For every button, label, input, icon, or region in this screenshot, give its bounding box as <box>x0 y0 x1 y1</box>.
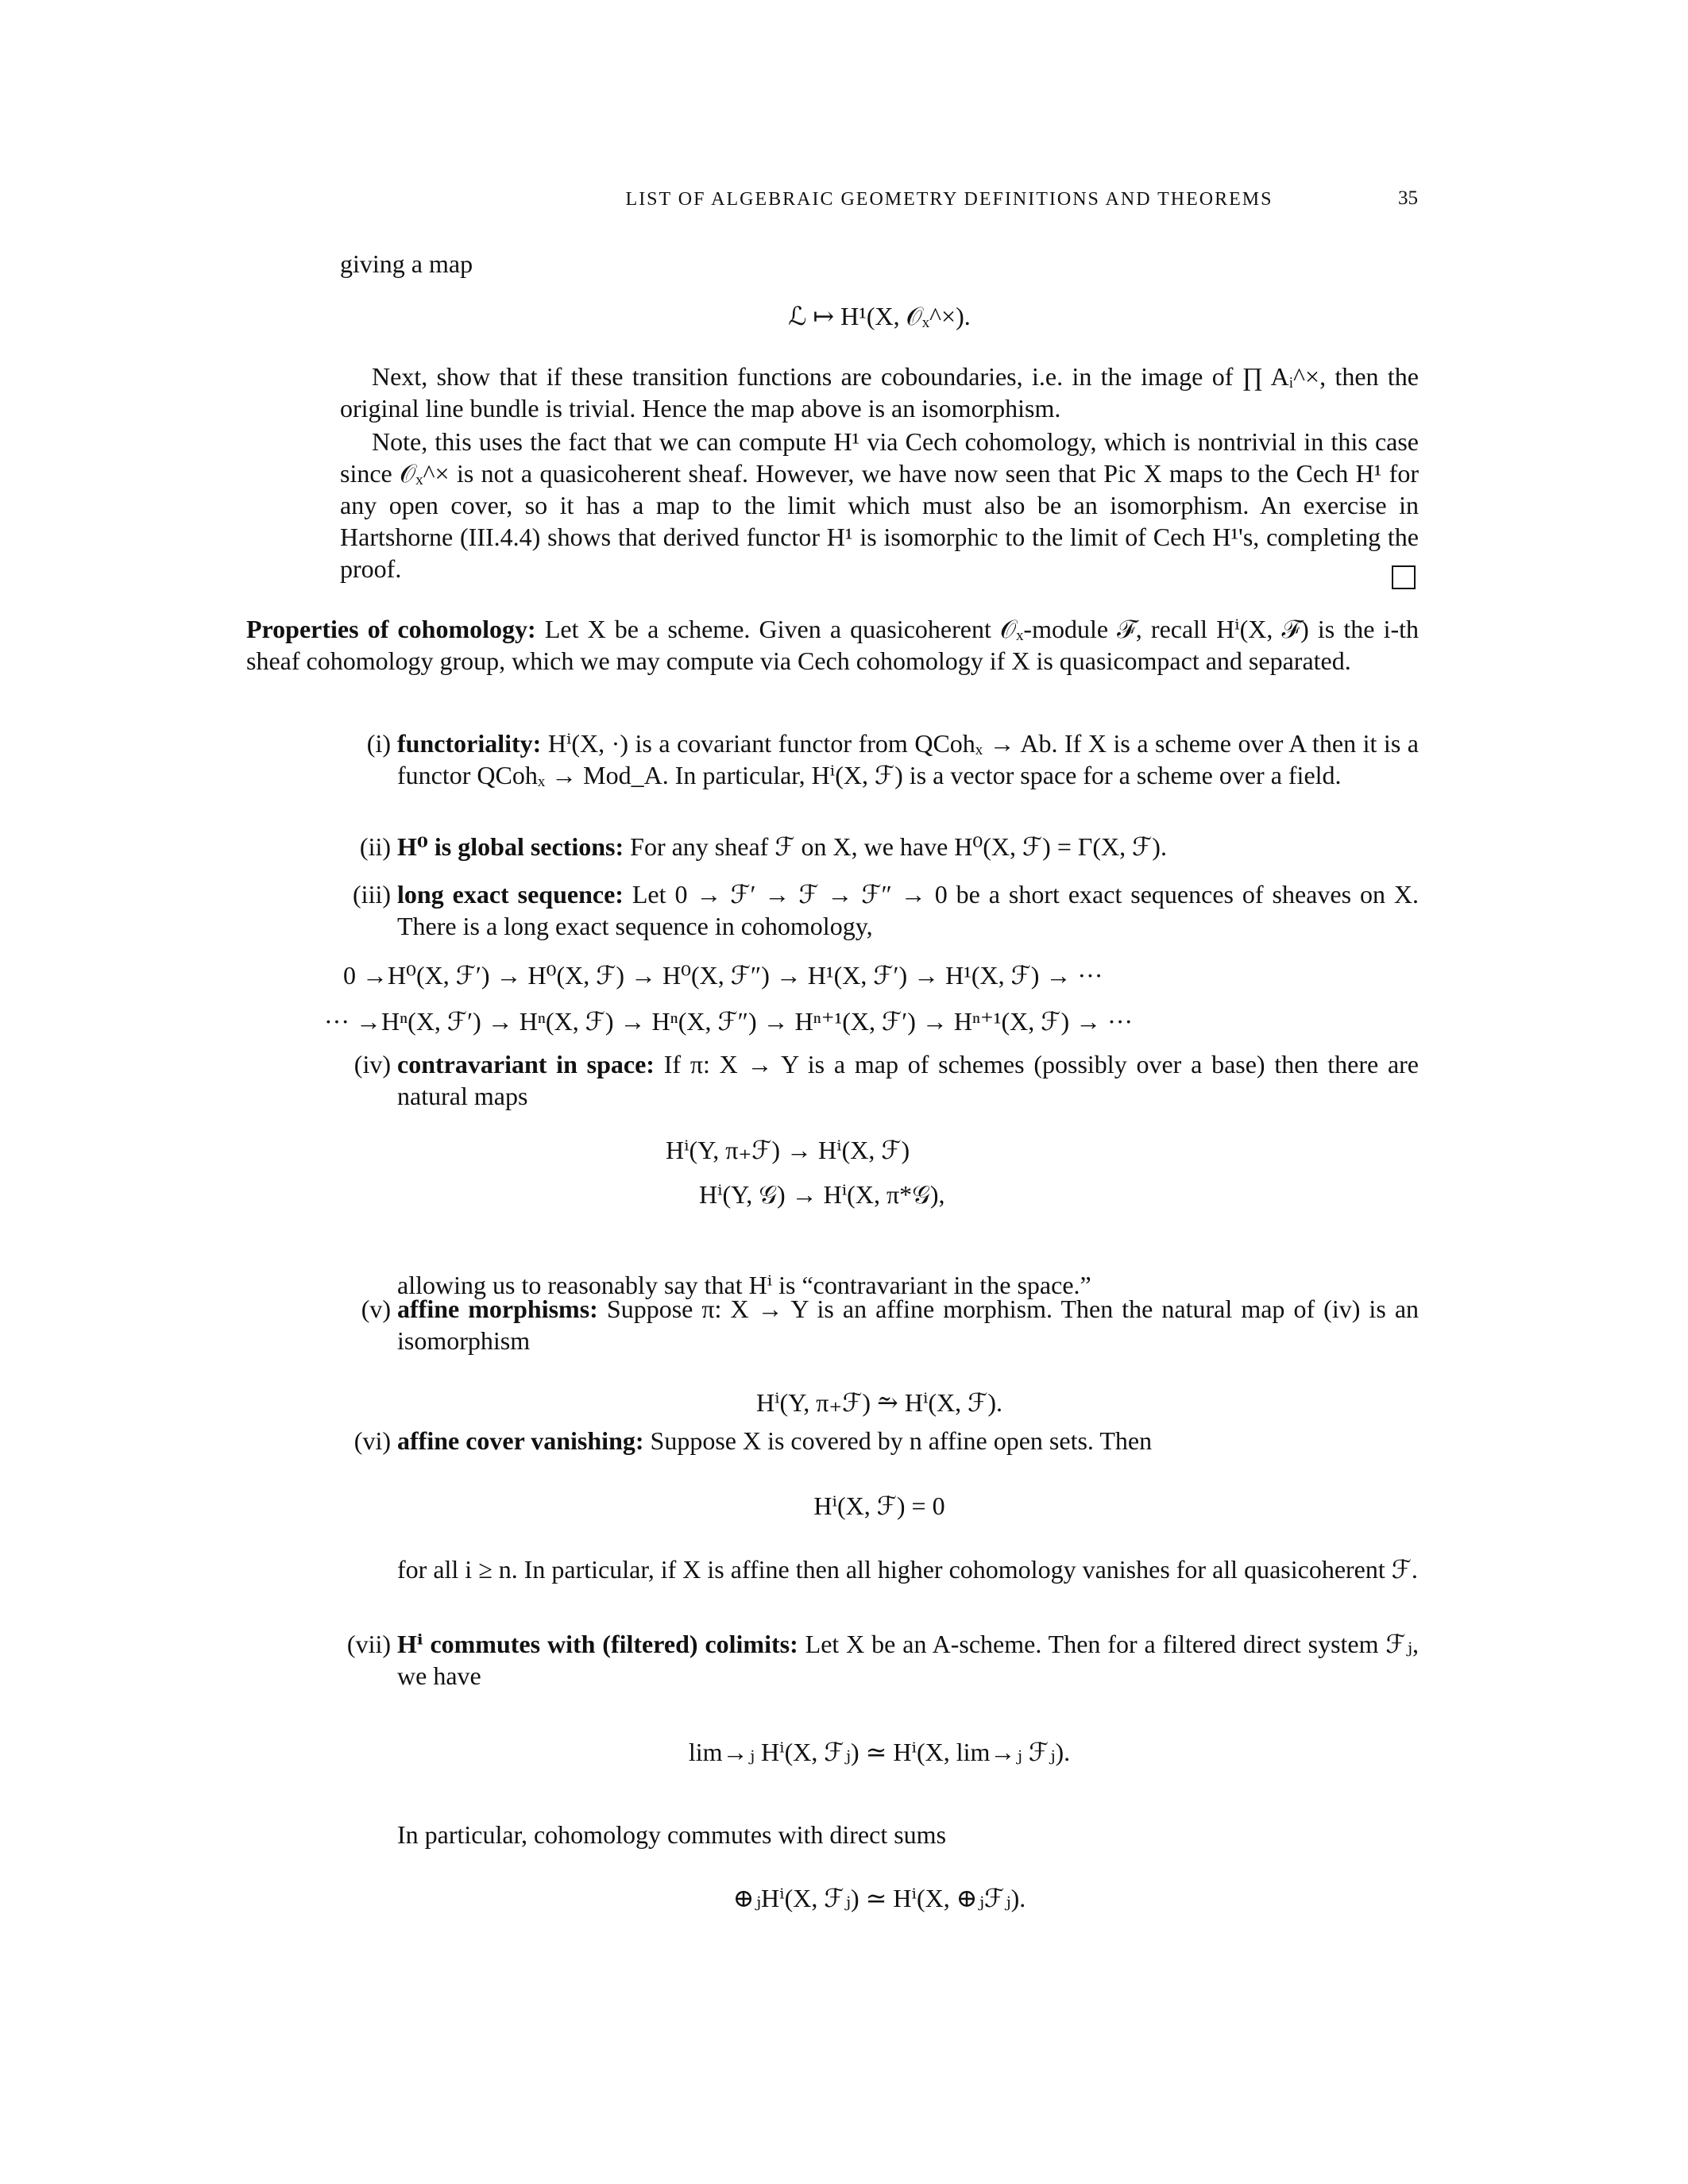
vii-display: lim→ⱼ Hⁱ(X, ℱⱼ) ≃ Hⁱ(X, lim→ⱼ ℱⱼ). <box>688 1738 1071 1766</box>
intro-line: giving a map <box>340 249 473 278</box>
item-label-i: (i) <box>366 729 391 758</box>
item-functoriality <box>397 727 1419 791</box>
item-long-exact-sequence <box>397 878 1419 942</box>
vii-display-2: ⊕ⱼHⁱ(X, ℱⱼ) ≃ Hⁱ(X, ⊕ⱼℱⱼ). <box>732 1884 1026 1912</box>
item-text: If π: X → Y is a map of schemes (possibly over a base) then there are natural maps <box>397 1050 1420 1110</box>
page-number: 35 <box>1398 187 1418 209</box>
item-title: long exact sequence: <box>397 880 624 909</box>
item-colimits <box>397 1628 1419 1692</box>
item-text: Suppose π: X → Y is an affine morphism. Then the natural map of (iv) is an isomorphism <box>397 1295 1420 1355</box>
item-affine-cover-vanishing <box>397 1425 1419 1457</box>
item-title: affine morphisms: <box>397 1295 598 1323</box>
item-contravariant <box>397 1048 1419 1112</box>
iv-display-2: Hⁱ(Y, 𝒢) → Hⁱ(X, π*𝒢), <box>699 1180 945 1209</box>
item-text: Let 0 → ℱ′ → ℱ → ℱ″ → 0 be a short exact sequences of sheaves on X. There is a long exact sequence in cohomology, <box>397 880 1420 940</box>
properties-intro: Let X be a scheme. Given a quasicoherent 𝒪ₓ-module ℱ, recall Hⁱ(X, ℱ) is the i-th sheaf cohomology group, which we may compute via Cech cohomology if X is quasicompact and separated. <box>246 615 1420 675</box>
qed-box-icon <box>1392 565 1416 589</box>
iv-display-1: Hⁱ(Y, π₊ℱ) → Hⁱ(X, ℱ) <box>666 1136 910 1164</box>
item-label-vi: (vi) <box>353 1426 391 1455</box>
les-line-1: 0 →H⁰(X, ℱ′) → H⁰(X, ℱ) → H⁰(X, ℱ″) → H¹(X, ℱ′) → H¹(X, ℱ) → ··· <box>343 961 1103 990</box>
v-display: Hⁱ(Y, π₊ℱ) ⥲ Hⁱ(X, ℱ). <box>756 1388 1002 1417</box>
vii-after-text: In particular, cohomology commutes with direct sums <box>397 1820 947 1849</box>
item-text: Suppose X is covered by n affine open sets. Then <box>650 1426 1153 1455</box>
paragraph-note: Note, this uses the fact that we can compute H¹ via Cech cohomology, which is nontrivial in this case since 𝒪ₓ^× is not a quasicoherent sheaf. However, we have now seen that Pic X maps to the Cech H¹ for any open cover, so it has a map to the limit which must also be an isomorphism. An exercise in Hartshorne (III.4.4) shows that derived functor H¹ is isomorphic to the limit of Cech H¹'s, completing the proof. <box>340 427 1419 583</box>
les-line-2: ··· →Hⁿ(X, ℱ′) → Hⁿ(X, ℱ) → Hⁿ(X, ℱ″) → Hⁿ⁺¹(X, ℱ′) → Hⁿ⁺¹(X, ℱ) → ··· <box>324 1007 1134 1036</box>
item-affine-morphisms <box>397 1293 1419 1356</box>
paragraph-coboundary: Next, show that if these transition functions are coboundaries, i.e. in the image of ∏ Aᵢ^×, then the original line bundle is trivial. Hence the map above is an isomorphism. <box>340 362 1419 423</box>
properties-title: Properties of cohomology: <box>246 615 536 643</box>
iv-after-text: allowing us to reasonably say that Hⁱ is “contravariant in the space.” <box>397 1271 1091 1299</box>
item-label-ii: (ii) <box>359 832 391 861</box>
vi-after-text: for all i ≥ n. In particular, if X is affine then all higher cohomology vanishes for all quasicoherent ℱ. <box>397 1555 1418 1584</box>
item-label-iv: (iv) <box>353 1050 391 1078</box>
item-text: Hⁱ(X, ·) is a covariant functor from QCohₓ → Ab. If X is a scheme over A then it is a functor QCohₓ → Mod_A. In particular, Hⁱ(X, ℱ) is a vector space for a scheme over a field. <box>397 729 1420 789</box>
item-title: Hⁱ commutes with (filtered) colimits: <box>397 1630 798 1658</box>
item-label-iii: (iii) <box>353 880 391 909</box>
running-header: LIST OF ALGEBRAIC GEOMETRY DEFINITIONS AND THEOREMS <box>625 189 1273 210</box>
item-title: contravariant in space: <box>397 1050 655 1078</box>
item-global-sections <box>397 831 1419 862</box>
item-title: affine cover vanishing: <box>397 1426 644 1455</box>
item-label-vii: (vii) <box>346 1630 391 1658</box>
properties-heading-paragraph <box>246 613 1419 677</box>
item-text: Let X be an A-scheme. Then for a filtered direct system ℱⱼ, we have <box>397 1630 1420 1690</box>
item-text: For any sheaf ℱ on X, we have H⁰(X, ℱ) = Γ(X, ℱ). <box>630 832 1167 861</box>
vi-display: Hⁱ(X, ℱ) = 0 <box>813 1491 945 1520</box>
item-title: H⁰ is global sections: <box>397 832 624 861</box>
display-equation-1: ℒ ↦ H¹(X, 𝒪ₓ^×). <box>788 302 971 330</box>
item-label-v: (v) <box>361 1295 391 1323</box>
item-title: functoriality: <box>397 729 542 758</box>
